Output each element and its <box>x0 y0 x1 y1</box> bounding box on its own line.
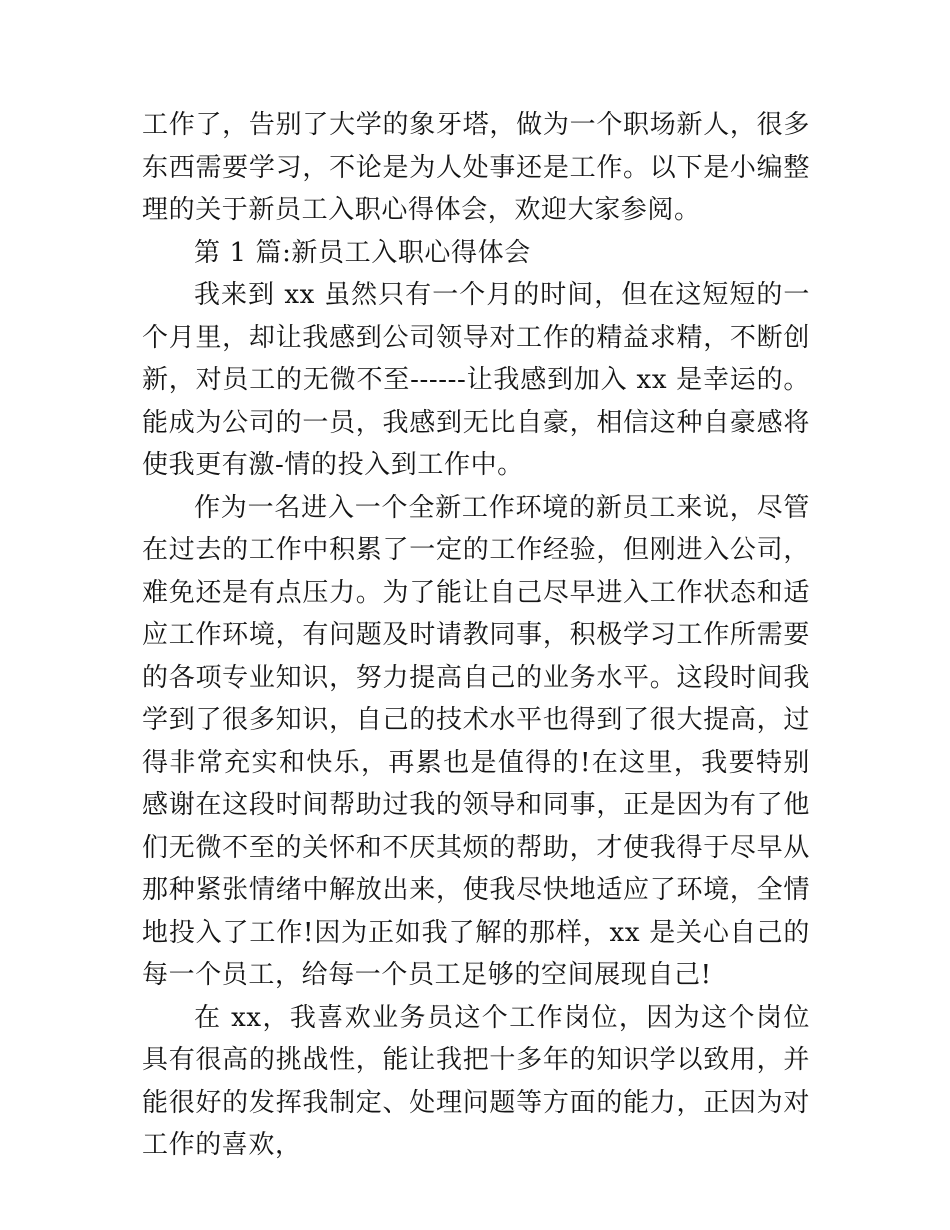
document-body <box>142 104 810 1167</box>
body-paragraph-2: 作为一名进入一个全新工作环境的新员工来说，尽管在过去的工作中积累了一定的工作经验，但刚进入公司，难免还是有点压力。为了能让自己尽早进入工作状态和适应工作环境，有问题及时请教同事，积极学习工作所需要的各项专业知识，努力提高自己的业务水平。这段时间我学到了很多知识，自己的技术水平也得到了很大提高，过得非常充实和快乐，再累也是值得的!在这里，我要特别感谢在这段时间帮助过我的领导和同事，正是因为有了他们无微不至的关怀和不厌其烦的帮助，才使我得于尽早从那种紧张情绪中解放出来，使我尽快地适应了环境，全情地投入了工作!因为正如我了解的那样，xx 是关心自己的每一个员工，给每一个员工足够的空间展现自己! <box>142 492 810 990</box>
body-paragraph-1: 我来到 xx 虽然只有一个月的时间，但在这短短的一个月里，却让我感到公司领导对工作的精益求精，不断创新，对员工的无微不至------让我感到加入 xx 是幸运的。能成为公司的一员，我感到无比自豪，相信这种自豪感将使我更有激-情的投入到工作中。 <box>142 280 810 480</box>
intro-paragraph: 工作了，告别了大学的象牙塔，做为一个职场新人，很多东西需要学习，不论是为人处事还是工作。以下是小编整理的关于新员工入职心得体会，欢迎大家参阅。 <box>142 110 810 225</box>
body-paragraph-3: 在 xx，我喜欢业务员这个工作岗位，因为这个岗位具有很高的挑战性，能让我把十多年的知识学以致用，并能很好的发挥我制定、处理问题等方面的能力，正因为对工作的喜欢， <box>142 1002 810 1160</box>
section-heading: 第 1 篇:新员工入职心得体会 <box>194 237 531 268</box>
